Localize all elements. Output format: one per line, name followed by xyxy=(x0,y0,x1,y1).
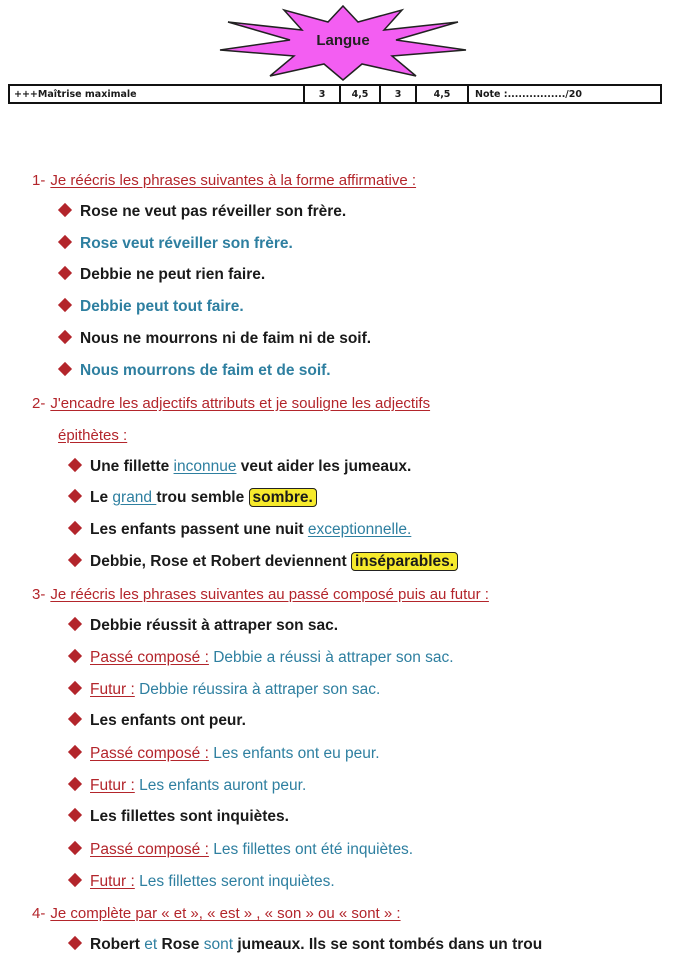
diamond-bullet-icon xyxy=(68,489,82,503)
list-item: Debbie ne peut rien faire. xyxy=(60,266,265,284)
question-3-heading xyxy=(32,586,489,603)
page-title: Langue xyxy=(316,32,370,49)
list-item: Nous ne mourrons ni de faim ni de soif. xyxy=(60,330,371,348)
boxed-adjective: sombre. xyxy=(249,488,317,507)
criteria-label: +++Maîtrise maximale xyxy=(10,86,305,102)
diamond-bullet-icon xyxy=(68,745,82,759)
diamond-bullet-icon xyxy=(68,553,82,567)
diamond-bullet-icon xyxy=(68,841,82,855)
question-title: épithètes : xyxy=(58,427,128,444)
list-item: Les enfants passent une nuit exceptionnelle. xyxy=(70,521,411,539)
question-number: 1- xyxy=(32,172,46,189)
diamond-bullet-icon xyxy=(58,266,72,280)
tense-label: Passé composé : xyxy=(90,649,209,666)
question-title: Je réécris les phrases suivantes au passé composé puis au futur : xyxy=(50,586,489,603)
underlined-adjective: inconnue xyxy=(173,458,237,475)
list-item: Debbie, Rose et Robert deviennent inséparables. xyxy=(70,553,458,571)
filled-word: sont xyxy=(203,936,234,953)
question-number: 3- xyxy=(32,586,46,603)
list-item: Les enfants ont peur. xyxy=(70,712,246,730)
question-title: Je réécris les phrases suivantes à la forme affirmative : xyxy=(50,172,417,189)
list-item: Les fillettes sont inquiètes. xyxy=(70,808,289,826)
tense-label: Futur : xyxy=(90,873,135,890)
score-bar xyxy=(8,84,662,104)
diamond-bullet-icon xyxy=(68,649,82,663)
diamond-bullet-icon xyxy=(68,873,82,887)
diamond-bullet-icon xyxy=(58,235,72,249)
list-item: Robert et Rose sont jumeaux. Ils se sont tombés dans un trou xyxy=(70,936,542,954)
question-2-heading xyxy=(32,395,430,412)
question-title: J'encadre les adjectifs attributs et je souligne les adjectifs xyxy=(50,395,431,412)
list-item: Passé composé : Debbie a réussi à attraper son sac. xyxy=(70,649,454,667)
question-title: Je complète par « et », « est » , « son » ou « sont » : xyxy=(50,905,401,922)
diamond-bullet-icon xyxy=(68,458,82,472)
diamond-bullet-icon xyxy=(68,681,82,695)
score-cell: 3 xyxy=(305,86,341,102)
diamond-bullet-icon xyxy=(68,936,82,950)
underlined-adjective: grand xyxy=(112,489,157,506)
note-field: Note :................/20 xyxy=(475,88,583,100)
diamond-bullet-icon xyxy=(68,617,82,631)
underlined-adjective: exceptionnelle. xyxy=(307,521,412,538)
score-cell: 3 xyxy=(381,86,417,102)
tense-label: Passé composé : xyxy=(90,841,209,858)
diamond-bullet-icon xyxy=(58,362,72,376)
diamond-bullet-icon xyxy=(68,521,82,535)
diamond-bullet-icon xyxy=(58,203,72,217)
list-item: Passé composé : Les enfants ont eu peur. xyxy=(70,745,380,763)
list-item: Une fillette inconnue veut aider les jumeaux. xyxy=(70,458,411,476)
score-cell: 4,5 xyxy=(417,86,469,102)
list-item: Nous mourrons de faim et de soif. xyxy=(60,362,331,380)
list-item: Le grand trou semble sombre. xyxy=(70,489,317,507)
boxed-adjective: inséparables. xyxy=(351,552,458,571)
tense-label: Passé composé : xyxy=(90,745,209,762)
tense-label: Futur : xyxy=(90,777,135,794)
tense-label: Futur : xyxy=(90,681,135,698)
list-item: Debbie peut tout faire. xyxy=(60,298,244,316)
question-4-heading xyxy=(32,905,401,922)
question-number: 2- xyxy=(32,395,46,412)
score-cell: 4,5 xyxy=(341,86,381,102)
filled-word: et xyxy=(144,936,158,953)
question-2-heading-cont xyxy=(58,427,127,444)
question-number: 4- xyxy=(32,905,46,922)
list-item: Passé composé : Les fillettes ont été inquiètes. xyxy=(70,841,413,859)
list-item: Rose ne veut pas réveiller son frère. xyxy=(60,203,346,221)
title-star xyxy=(216,4,470,82)
list-item: Futur : Debbie réussira à attraper son sac. xyxy=(70,681,380,699)
list-item: Rose veut réveiller son frère. xyxy=(60,235,293,253)
diamond-bullet-icon xyxy=(68,808,82,822)
list-item: Debbie réussit à attraper son sac. xyxy=(70,617,338,635)
list-item: Futur : Les enfants auront peur. xyxy=(70,777,306,795)
list-item: Futur : Les fillettes seront inquiètes. xyxy=(70,873,335,891)
diamond-bullet-icon xyxy=(58,330,72,344)
diamond-bullet-icon xyxy=(58,298,72,312)
diamond-bullet-icon xyxy=(68,712,82,726)
diamond-bullet-icon xyxy=(68,777,82,791)
question-1-heading xyxy=(32,172,416,189)
